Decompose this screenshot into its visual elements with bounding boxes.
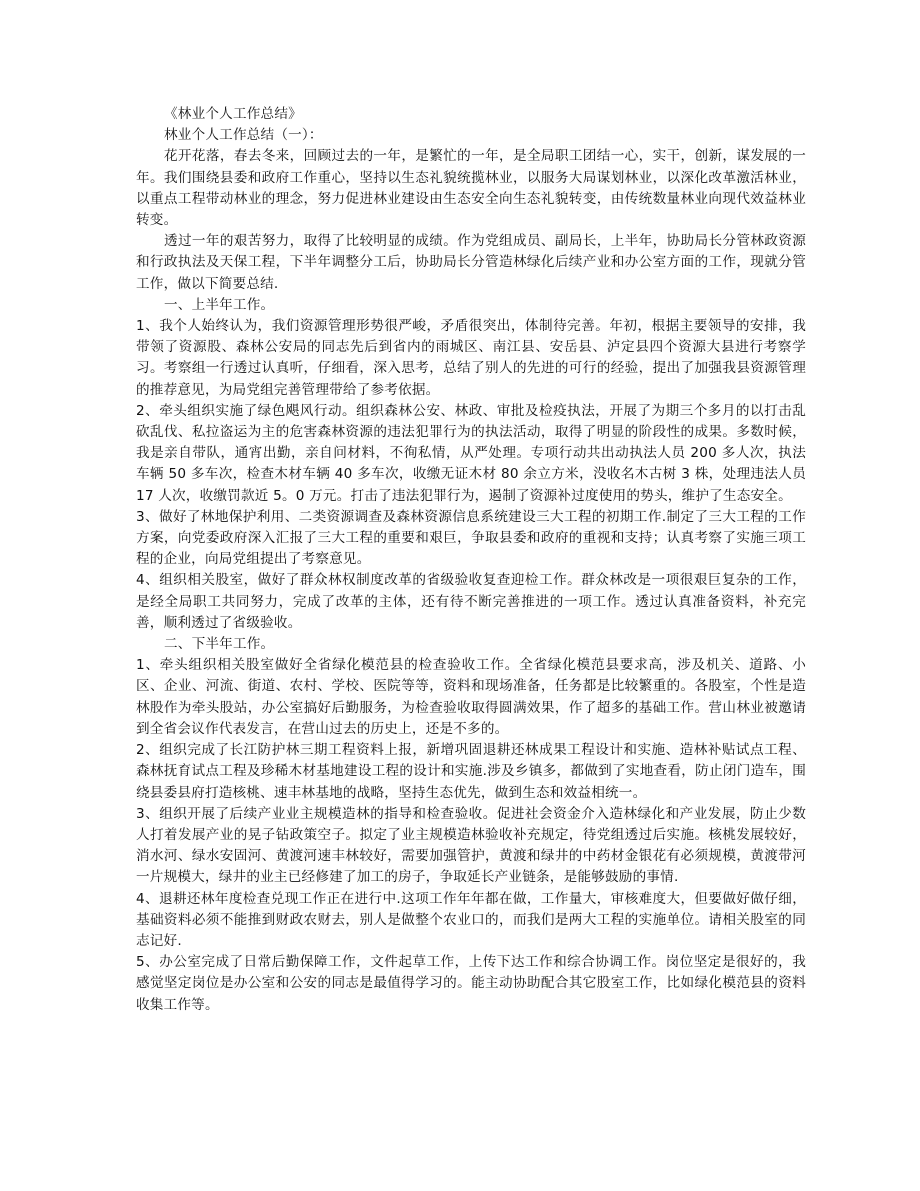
list-item: 2、牵头组织实施了绿色飓风行动。组织森林公安、林政、审批及检疫执法，开展了为期三个多月的以打击乱砍乱伐、私拉盗运为主的危害森林资源的违法犯罪行为的执法活动，取得了明显的阶段性的成果。多数时候，我是亲自带队，通宵出勤，亲自问材料，不徇私情，从严处理。专项行动共出动执法人员 200 多人次，执法车辆 50 多车次，检查木材车辆 40 多车次，收缴无证木材 80 余立方米，没收名木古树 3 株，处理违法人员 17 人次，收缴罚款近 5。0 万元。打击了违法犯罪行为，遏制了资源补过度使用的势头，维护了生态安全。 bbox=[136, 402, 806, 504]
list-item: 4、组织相关股室，做好了群众林权制度改革的省级验收复查迎检工作。群众林改是一项很艰巨复杂的工作，是经全局职工共同努力，完成了改革的主体，还有待不断完善推进的一项工作。透过认真准备资料，补充完善，顺利透过了省级验收。 bbox=[136, 572, 806, 631]
list-item: 4、退耕还林年度检查兑现工作正在进行中.这项工作年年都在做，工作量大，审核难度大，但要做好做仔细，基础资料必须不能推到财政农财去，别人是做整个农业口的，而我们是两大工程的实施单位。请相关股室的同志记好. bbox=[136, 890, 806, 949]
intro-paragraph-2: 透过一年的艰苦努力，取得了比较明显的成绩。作为党组成员、副局长，上半年，协助局长分管林政资源和行政执法及天保工程，下半年调整分工后，协助局长分管造林绿化后续产业和办公室方面的工作，现就分管工作，做以下简要总结. bbox=[136, 233, 806, 292]
list-item: 1、我个人始终认为，我们资源管理形势很严峻，矛盾很突出，体制待完善。年初，根据主要领导的安排，我带领了资源股、森林公安局的同志先后到省内的雨城区、南江县、安岳县、泸定县四个资源大县进行考察学习。考察组一行透过认真听，仔细看，深入思考，总结了别人的先进的可行的经验，提出了加强我县资源管理的推荐意见，为局党组完善管理带给了参考依据。 bbox=[136, 318, 806, 398]
list-item: 1、牵头组织相关股室做好全省绿化模范县的检查验收工作。全省绿化模范县要求高，涉及机关、道路、小区、企业、河流、街道、农村、学校、医院等等，资料和现场准备，任务都是比较繁重的。各股室，个性是造林股作为牵头股站，办公室搞好后勤服务，为检查验收取得圆满效果，作了超多的基础工作。营山林业被邀请到全省会议作代表发言，在营山过去的历史上，还是不多的。 bbox=[136, 657, 806, 737]
section-heading-second-half: 二、下半年工作。 bbox=[164, 636, 275, 653]
list-item: 2、组织完成了长江防护林三期工程资料上报，新增巩固退耕还林成果工程设计和实施、造林补贴试点工程、森林抚育试点工程及珍稀木材基地建设工程的设计和实施.涉及乡镇多，都做到了实地查看，防止闭门造车，围绕县委县府打造核桃、速丰林基地的战略，坚持生态优先，做到生态和效益相统一。 bbox=[136, 742, 806, 801]
document-title: 《林业个人工作总结》 bbox=[164, 106, 302, 122]
list-item: 3、组织开展了后续产业业主规模造林的指导和检查验收。促进社会资金介入造林绿化和产业发展，防止少数人打着发展产业的晃子钻政策空子。拟定了业主规模造林验收补充规定，待党组透过后实施。核桃发展较好，消水河、绿水安固河、黄渡河速丰林较好，需要加强管护，黄渡和绿井的中药材金银花有必须规模，黄渡带河一片规模大，绿井的业主已经修建了加工的房子，争取延长产业链条，是能够鼓励的事情. bbox=[136, 805, 806, 886]
section-heading-first-half: 一、上半年工作。 bbox=[164, 296, 275, 313]
document-subtitle: 林业个人工作总结（一）： bbox=[164, 127, 323, 144]
document-body bbox=[136, 104, 806, 1016]
list-item: 5、办公室完成了日常后勤保障工作，文件起草工作，上传下达工作和综合协调工作。岗位坚定是很好的，我感觉坚定岗位是办公室和公安的同志是最值得学习的。能主动协助配合其它股室工作，比如绿化模范县的资料收集工作等。 bbox=[136, 954, 806, 1013]
list-item: 3、做好了林地保护利用、二类资源调查及森林资源信息系统建设三大工程的初期工作.制定了三大工程的工作方案，向党委政府深入汇报了三大工程的重要和艰巨，争取县委和政府的重视和支持；认真考察了实施三项工程的企业，向局党组提出了考察意见。 bbox=[136, 508, 806, 568]
intro-paragraph-1: 花开花落，春去冬来，回顾过去的一年，是繁忙的一年，是全局职工团结一心，实干，创新，谋发展的一年。我们围绕县委和政府工作重心，坚持以生态礼貌统揽林业，以服务大局谋划林业，以深化改革激活林业，以重点工程带动林业的理念，努力促进林业建设由生态安全向生态礼貌转变，由传统数量林业向现代效益林业转变。 bbox=[136, 148, 806, 229]
